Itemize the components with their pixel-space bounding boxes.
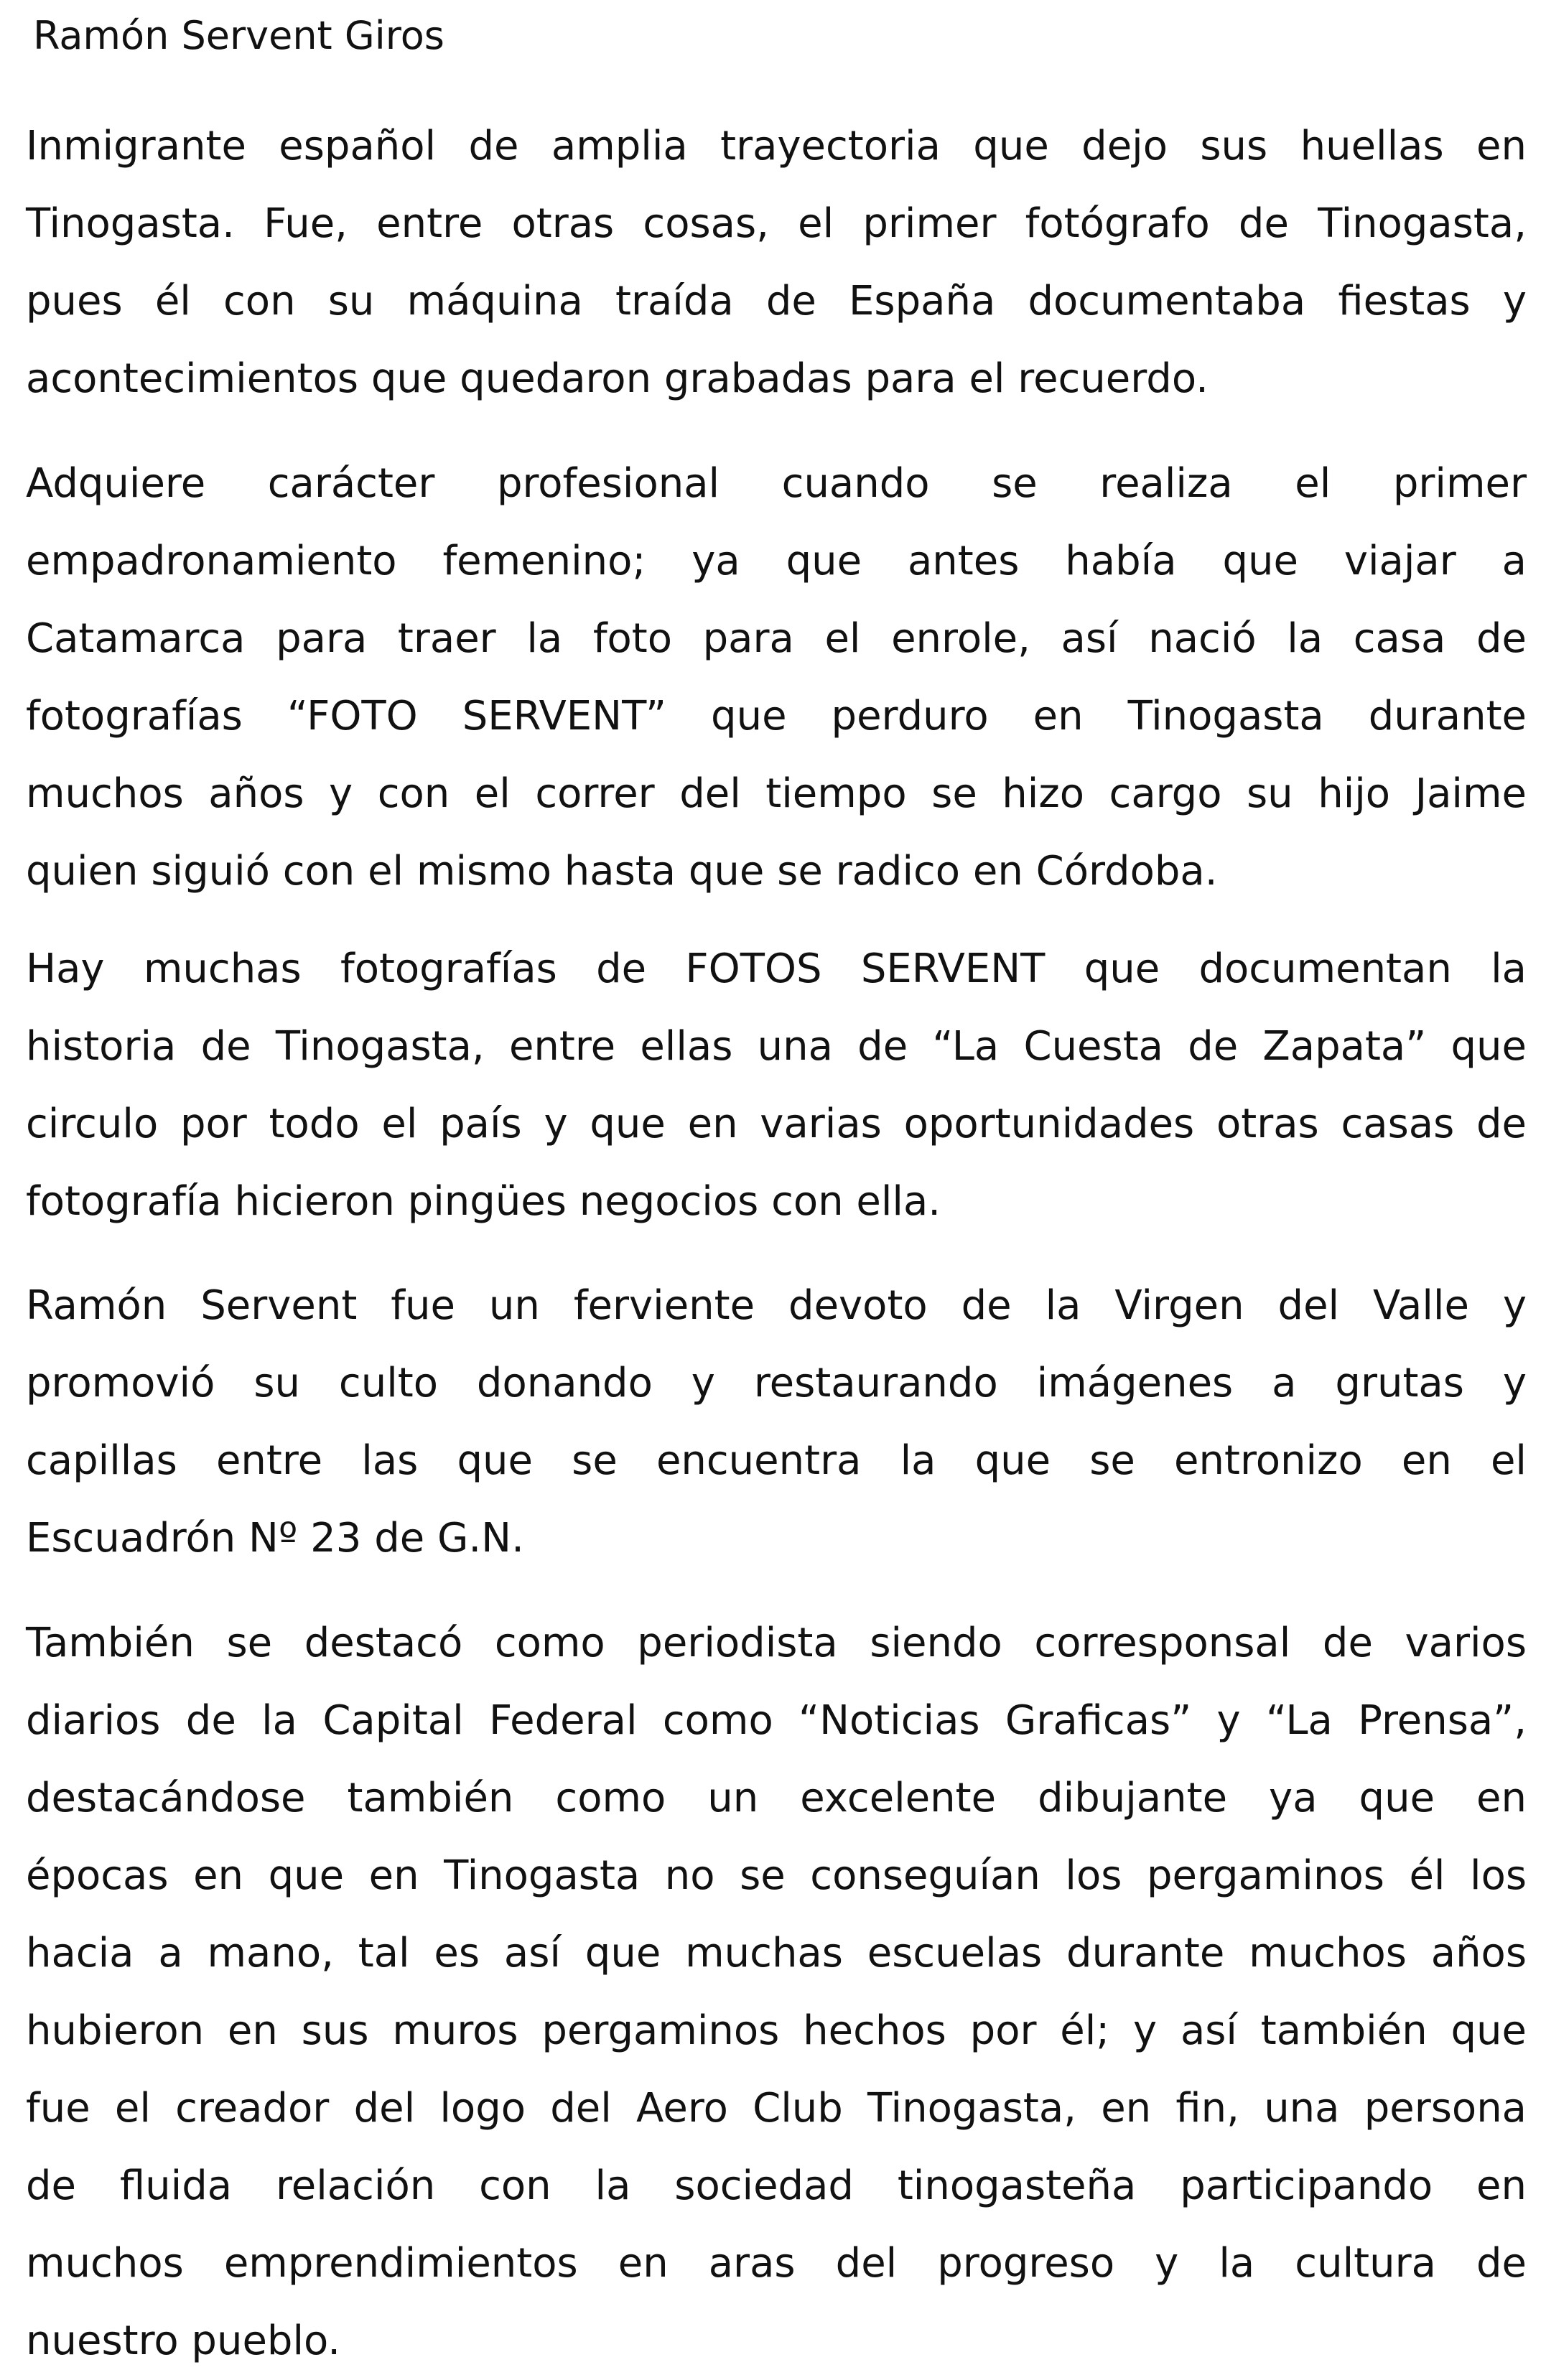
document-title: Ramón Servent Giros xyxy=(33,13,444,58)
paragraph-line: muchos emprendimientos en aras del progreso y la cultura de xyxy=(26,2240,1527,2287)
paragraph-line: Escuadrón Nº 23 de G.N. xyxy=(26,1515,524,1562)
paragraph-foto-servent xyxy=(26,445,1527,910)
paragraph-historic-photos xyxy=(26,930,1527,1241)
paragraph-line: Tinogasta. Fue, entre otras cosas, el primer fotógrafo de Tinogasta, xyxy=(26,200,1527,247)
paragraph-line: circulo por todo el país y que en varias oportunidades otras casas de xyxy=(26,1101,1527,1147)
paragraph-line: acontecimientos que quedaron grabadas para el recuerdo. xyxy=(26,355,1209,402)
paragraph-line: épocas en que en Tinogasta no se conseguían los pergaminos él los xyxy=(26,1852,1527,1899)
paragraph-line: empadronamiento femenino; ya que antes había que viajar a xyxy=(26,538,1527,584)
paragraph-immigrant-photographer xyxy=(26,108,1527,418)
paragraph-line: historia de Tinogasta, entre ellas una de “La Cuesta de Zapata” que xyxy=(26,1023,1527,1070)
paragraph-line: quien siguió con el mismo hasta que se radico en Córdoba. xyxy=(26,848,1218,895)
paragraph-line: Inmigrante español de amplia trayectoria que dejo sus huellas en xyxy=(26,123,1527,169)
paragraph-line: fue el creador del logo del Aero Club Tinogasta, en fin, una persona xyxy=(26,2085,1527,2132)
paragraph-line: capillas entre las que se encuentra la que se entronizo en el xyxy=(26,1437,1527,1484)
paragraph-line: promovió su culto donando y restaurando imágenes a grutas y xyxy=(26,1360,1527,1406)
paragraph-line: pues él con su máquina traída de España documentaba fiestas y xyxy=(26,278,1527,325)
paragraph-line: nuestro pueblo. xyxy=(26,2318,341,2364)
paragraph-line: hacia a mano, tal es así que muchas escuelas durante muchos años xyxy=(26,1930,1527,1977)
paragraph-line: Hay muchas fotografías de FOTOS SERVENT que documentan la xyxy=(26,946,1527,992)
paragraph-line: de fluida relación con la sociedad tinogasteña participando en xyxy=(26,2162,1527,2209)
paragraph-line: Catamarca para traer la foto para el enrole, así nació la casa de xyxy=(26,615,1527,662)
paragraph-line: También se destacó como periodista siendo corresponsal de varios xyxy=(26,1620,1527,1666)
paragraph-line: fotografía hicieron pingües negocios con ella. xyxy=(26,1178,941,1225)
paragraph-line: muchos años y con el correr del tiempo se hizo cargo su hijo Jaime xyxy=(26,770,1527,817)
paragraph-line: Adquiere carácter profesional cuando se realiza el primer xyxy=(26,460,1527,507)
paragraph-line: diarios de la Capital Federal como “Noticias Graficas” y “La Prensa”, xyxy=(26,1697,1527,1744)
paragraph-line: Ramón Servent fue un ferviente devoto de la Virgen del Valle y xyxy=(26,1282,1527,1329)
paragraph-line: destacándose también como un excelente dibujante ya que en xyxy=(26,1775,1527,1821)
paragraph-line: fotografías “FOTO SERVENT” que perduro en Tinogasta durante xyxy=(26,693,1527,739)
paragraph-journalist-artist xyxy=(26,1605,1527,2380)
paragraph-devotion xyxy=(26,1267,1527,1577)
paragraph-line: hubieron en sus muros pergaminos hechos por él; y así también que xyxy=(26,2007,1527,2054)
